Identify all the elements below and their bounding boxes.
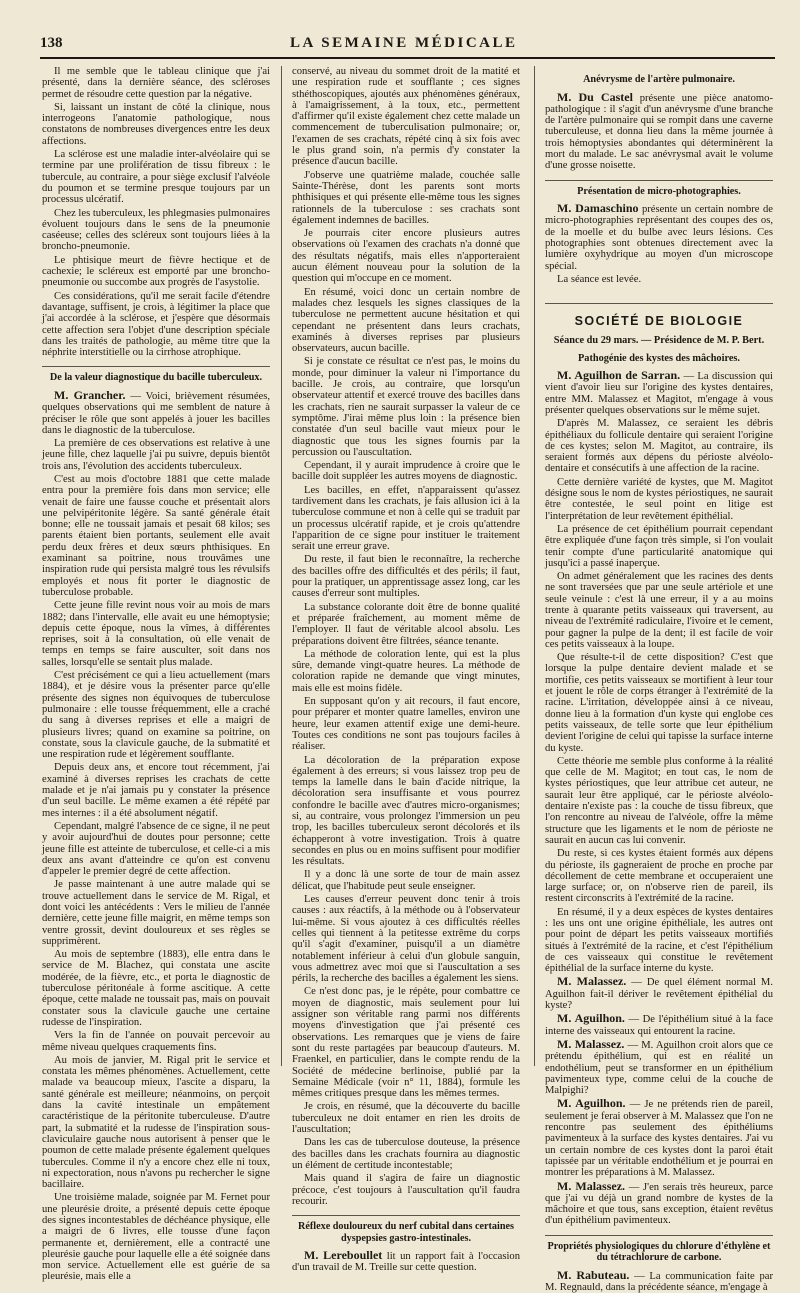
paragraph: On admet généralement que les racines des dents ne sont traversées que par une seule artériole et une seule veinule : c'est là une erreur, il y a au moins trente à quarante petits vaisseaux qui traversent, au niveau de l'extrémité radiculaire, l'ivoire et le cement, pour gagner la pulpe de la dent; il est facile de voir ces petits vaisseaux à la loupe.	[545, 571, 773, 650]
speaker-text: — Voici, brièvement résumées, quelques observations qui me semblent de nature à préciser le rôle que sont appelés à jouer les bacilles dans le diagnostic de la tuberculose.	[42, 390, 270, 436]
speaker-name: M. Rabuteau.	[557, 1267, 630, 1282]
column-1	[42, 66, 270, 1283]
speaker-name: M. Lereboullet	[304, 1248, 383, 1263]
paragraph: Cependant, malgré l'absence de ce signe, il ne peut y avoir aujourd'hui de doutes pour personne; cette jeune fille est atteinte de tuberculose, et celle-ci a mis deux ans avant d'atteindre ce qu'on est convenu d'appeler le premier degré de cette affection.	[42, 820, 270, 878]
paragraph: En supposant qu'on y ait recours, il faut encore, pour préparer et monter quatre lamelles, environ une heure, leur examen attentif exige une demi-heure. Toutes ces conditions ne sont pas toujours faciles à réaliser.	[292, 696, 520, 753]
paragraph: conservé, au niveau du sommet droit de la matité et une respiration rude et soufflante ; ces signes sthéthoscopiques, ajoutés aux phénomènes généraux, à l'amaigrissement, à la toux, etc., permettent d'affirmer qu'il existe également chez cette malade un commencement de tuberculisation pulmonaire; or, l'examen de ses crachats, répété cinq à six fois avec le plus grand soin, n'a permis d'y constater la présence d'aucun bacille.	[292, 66, 520, 168]
paragraph	[545, 370, 773, 416]
paragraph	[42, 387, 270, 436]
speaker-name: M. Aguilhon de Sarran.	[557, 368, 681, 383]
column-2	[292, 66, 520, 1274]
speaker-text: — De l'épithélium situé à la face interne des vaisseaux qui entourent la racine.	[545, 1014, 773, 1037]
paragraph	[545, 1178, 773, 1227]
paragraph: Du reste, il faut bien le reconnaître, la recherche des bacilles offre des difficultés et des périls; il faut, pour la pratiquer, un apprentissage assez long, car les causes d'erreur sont multiples.	[292, 554, 520, 600]
speaker-name: M. Grancher.	[54, 387, 126, 402]
page-header	[40, 32, 775, 54]
paragraph: Du reste, si ces kystes étaient formés aux dépens du périoste, ils gagneraient de proche en proche par décollement de cette membrane et occuperaient une large surface; or, on n'observe rien de pareil, ils restent circonscrits à l'extrémité de la racine.	[545, 848, 773, 905]
speaker-name: M. Malassez.	[557, 1036, 625, 1051]
society-heading: SOCIÉTÉ DE BIOLOGIE	[545, 303, 773, 327]
paragraph: La première de ces observations est relative à une jeune fille, chez laquelle j'ai pu suivre, depuis bientôt trois ans, l'évolution des accidents tuberculeux.	[42, 438, 270, 472]
paragraph	[292, 1250, 520, 1274]
speaker-text: — La communication faite par M. Regnauld, dans la précédente séance, m'engage à	[545, 1270, 773, 1293]
speaker-name: M. Du Castel	[557, 89, 633, 104]
paragraph: Vers la fin de l'année on pouvait percevoir au même niveau quelques craquements fins.	[42, 1030, 270, 1053]
paragraph: Cependant, il y aurait imprudence à croire que le bacille doit suppléer les autres moyens de diagnostic.	[292, 460, 520, 483]
paragraph: La séance est levée.	[557, 273, 642, 285]
speaker-name: M. Aguilhon.	[557, 1011, 625, 1026]
paragraph: Cette dernière variété de kystes, que M. Magitot désigne sous le nom de kystes périostiques, ne saurait être contestée, le seul point en litige est l'interprétation de leur revêtement épithélial.	[545, 476, 773, 522]
header-rule	[40, 57, 775, 59]
section-heading: Pathogénie des kystes des mâchoires.	[578, 352, 740, 364]
paragraph: Si je constate ce résultat ce n'est pas, le moins du monde, pour diminuer la valeur ni l'importance du bacille. Je crois, au contraire, que lorsqu'un observateur attentif et exercé trouve des bacilles dans les crachats, rien ne saurait surpasser la valeur de ce symptôme. J'irai même plus loin : la présence bien constatée d'un seul bacille vaut mieux pour le diagnostic que tous les signes fournis par la percussion ou l'auscultation.	[292, 356, 520, 458]
speaker-text: — La discussion qui vient d'avoir lieu sur l'origine des kystes dentaires, entre MM. Malassez et Magitot, m'engage à vous présenter quelques observations sur le même sujet.	[545, 371, 773, 416]
column-3	[545, 66, 773, 1293]
paragraph: Chez les tuberculeux, les phlegmasies pulmonaires évoluent toujours dans le sens de la pneumonie caséeuse; celles des scléreux sont toujours liées à la broncho-pneumonie.	[42, 207, 270, 253]
speaker-text: présente une pièce anatomo-pathologique : il s'agit d'un anévrysme d'une branche de l'artère pulmonaire qui se rompit dans une caverne tuberculeuse, et donna lieu dans la même journée à trois hémoptysies abondantes qui déterminèrent la mort du malade. Le sac anévrysmal avait le volume d'une grosse noisette.	[545, 92, 773, 172]
session-line: Séance du 29 mars. — Présidence de M. P. Bert.	[553, 335, 765, 347]
paragraph: Une troisième malade, soignée par M. Fernet pour une pleurésie droite, a présenté depuis cette époque des signes incontestables de déchéance physique, elle a maigri de 6 livres, elle tousse d'une façon permanente et, dernièrement, elle a contracté une pleurésie gauche pour laquelle elle a été soignée dans mon service. Actuellement elle est guérie de sa pleurésie, mais elle a	[42, 1192, 270, 1283]
paragraph: En résumé, voici donc un certain nombre de malades chez lesquels les signes classiques de la tuberculose ne permettent aucune hésitation et qui cependant ne présentent dans leurs crachats, examinés à diverses reprises par plusieurs observateurs, aucun bacille.	[292, 286, 520, 355]
paragraph	[545, 976, 773, 1011]
paragraph: Cette théorie me semble plus conforme à la réalité que celle de M. Magitot; en tout cas, le nom de kystes périostiques, que leur attribue cet auteur, ne saurait leur être appliqué, car le périoste alvéolo-dentaire n'existe pas : la couche de tissu fibreux, que l'on rencontre au niveau de l'alvéole, offre la même structure que les ligaments et le nom de périoste ne saurait en aucun cas lui convenir.	[545, 755, 773, 846]
paragraph: C'est précisément ce qui a lieu actuellement (mars 1884), et je désire vous la présenter parce qu'elle présente des signes non équivoques de tuberculose pulmonaire : elle tousse fréquemment, elle a craché du sang à diverses reprises et elle a maigri de plusieurs livres; quand on examine sa poitrine, on constate, sous la clavicule gauche, de la submatité et une respiration rude et légèrement soufflante.	[42, 670, 270, 761]
section-heading: Présentation de micro-photographies.	[545, 180, 773, 198]
paragraph: Les bacilles, en effet, n'apparaissent qu'assez tardivement dans les crachats, je fais allusion ici à la tuberculose commune et non à celle qui se traduit par un processus ulcératif rapide, et je crois qu'attendre l'apparition de ce signe pour instituer le traitement serait une erreur grave.	[292, 484, 520, 553]
column-divider	[281, 66, 282, 1066]
paragraph: Ce n'est donc pas, je le répète, pour combattre ce moyen de diagnostic, mais seulement pour lui assigner son véritable rang parmi nos différents moyens d'investigation que j'ai présenté ces observations. Les remarques que je viens de faire sont du reste partagées par beaucoup d'auteurs. M. Fraenkel, en particulier, dans le compte rendu de la Société de médecine berlinoise, publié par la Semaine Médicale (voir n° 11, 1884), formule les mêmes critiques presque dans les mêmes termes.	[292, 986, 520, 1100]
paragraph: Je passe maintenant à une autre malade qui se trouve actuellement dans le service de M. Rigal, et dont voici les antécédents : Vers le milieu de l'année dernière, cette jeune fille maigrit, en même temps son ventre grossit, devint douloureux et ses règles se supprimèrent.	[42, 879, 270, 947]
speaker-name: M. Damaschino	[557, 201, 639, 216]
paragraph: Depuis deux ans, et encore tout récemment, j'ai examiné à diverses reprises les crachats de cette malade et je n'ai jamais pu y constater la présence d'un seul bacille. Le même examen a été répété par mes internes : il a été absolument négatif.	[42, 762, 270, 819]
journal-title: LA SEMAINE MÉDICALE	[289, 34, 518, 51]
paragraph: Je crois, en résumé, que la découverte du bacille tuberculeux ne doit entamer en rien les droits de l'auscultation;	[292, 1101, 520, 1136]
paragraph	[545, 1267, 773, 1293]
speaker-text: lit un rapport fait à l'occasion d'un travail de M. Treille sur cette question.	[292, 1251, 520, 1274]
paragraph: La présence de cet épithélium pourrait cependant être expliquée d'une façon très simple, si l'on voulait tenir compte d'une particularité anatomique qui jusqu'ici a passé inaperçue.	[545, 523, 773, 569]
paragraph	[545, 203, 773, 272]
section-heading: De la valeur diagnostique du bacille tuberculeux.	[42, 366, 270, 384]
page-number: 138	[40, 34, 63, 51]
paragraph: Mais quand il s'agira de faire un diagnostic précoce, c'est toujours à l'auscultation qu'il faudra recourir.	[292, 1173, 520, 1207]
column-divider	[534, 66, 535, 1066]
paragraph	[545, 1036, 773, 1097]
speaker-text: — De quel élément normal M. Aguilhon fait-il dériver le revêtement épithélial du kyste?	[545, 977, 773, 1012]
paragraph: Au mois de janvier, M. Rigal prit le service et constata les mêmes phénomènes. Actuellement, cette malade va beaucoup mieux, l'ascite a disparu, la santé générale est meilleure; néanmoins, on perçoit dans la cavité intestinale un empâtement caractéristique de la péritonite tuberculeuse. D'autre part, la submatité et la rudesse de l'inspiration sous-claviculaire gauche nous autorisent à penser que le poumon de cette malade présente également quelques tubercules. Comme il n'y a encore chez elle ni toux, ni expectoration, nous n'avons pu rechercher le signe bacillaire.	[42, 1054, 270, 1191]
speaker-text: — Je ne prétends rien de pareil, seulement je ferai observer à M. Malassez que l'on ne rencontre pas seulement des épithéliums pavimenteux à la surface des kystes dentaires. J'ai vu un certain nombre de ces kystes dont la paroi était tapissée par un véritable endothélium et je pourrai en montrer les préparations à M. Malassez.	[545, 1099, 773, 1179]
speaker-name: M. Malassez.	[557, 1178, 626, 1193]
paragraph: C'est au mois d'octobre 1881 que cette malade entra pour la première fois dans mon service; elle venait de faire une fausse couche et présentait alors une pelvipéritonite légère. Sa santé générale était bonne; elle ne toussait jamais et pesait 68 kilos; ses parents étaient bien portants, seulement elle avait perdu deux frères et deux sœurs phthisiques. En examinant sa poitrine, nous trouvâmes une inspiration rude qui persista malgré tous les révulsifs employés et nous fit porter le diagnostic de tuberculose probable.	[42, 474, 270, 598]
speaker-text: — J'en serais très heureux, parce que j'ai vu déjà un grand nombre de kystes de la mâchoire et que tous, sans exception, étaient revêtus d'un épithélium pavimenteux.	[545, 1181, 773, 1227]
paragraph	[545, 89, 773, 172]
speaker-text: présente un certain nombre de micro-photographies représentant des coupes des os, de la moelle et du bulbe avec leurs lésions. Ces photographies sont obtenues directement avec la lumière oxyhydrique au moyen d'un microscope spécial.	[545, 204, 773, 272]
speaker-text: — M. Aguilhon croit alors que ce prétendu épithélium, qui est en réalité un endothélium, peut se transformer en un épithélium pavimenteux type, comme celui de la couche de Malpighi?	[545, 1039, 773, 1097]
section-heading: Anévrysme de l'artère pulmonaire.	[583, 74, 735, 85]
paragraph: Au mois de septembre (1883), elle entra dans le service de M. Blachez, qui constata une ascite modérée, de la fièvre, etc., et porta le diagnostic de tuberculose péritonéale à forme ascitique. A cette époque, cette malade ne toussait pas, mais on pouvait constater sous la clavicule gauche une certaine rudesse de l'inspiration.	[42, 949, 270, 1028]
speaker-name: M. Malassez.	[557, 974, 627, 989]
paragraph: Ces considérations, qu'il me serait facile d'étendre davantage, suffisent, je crois, à légitimer la place que j'ai accordée à la sclérose, et j'espère que désormais cette affection sera l'objet d'une description spéciale dans les traités de pathologie, au même titre que la néphrite interstitielle ou la cirrhose atrophique.	[42, 290, 270, 359]
speaker-name: M. Aguilhon.	[557, 1096, 626, 1111]
paragraph: Que résulte-t-il de cette disposition? C'est que lorsque la pulpe dentaire devient malade et se mortifie, ces petits vaisseaux se mortifient à leur tour et jouent le rôle de corps étranger à l'extrémité de la racine. L'irritation, développée ainsi à ce niveau, donne lieu à la formation d'un kyste qui englobe ces petits vaisseaux, de telle sorte que leur épithélium devient l'origine de celui qui tapisse la surface interne du kyste.	[545, 652, 773, 754]
section-heading: Réflexe douloureux du nerf cubital dans certaines dyspepsies gastro-intestinales.	[292, 1215, 520, 1244]
paragraph: La sclérose est une maladie inter-alvéolaire qui se termine par une prolifération de tissu fibreux : le tubercule, au contraire, a pour siège exclusif l'alvéole du poumon et se termine presque toujours par un processus ulcératif.	[42, 149, 270, 206]
paragraph: En résumé, il y a deux espèces de kystes dentaires : les uns ont une origine épithéliale, les autres ont pour point de départ les petits vaisseaux mortifiés situés à l'extrémité de la racine, et c'est l'épithélium de ces vaisseaux qui constitue le revêtement épithélial de la surface interne du kyste.	[545, 906, 773, 975]
paragraph	[545, 1098, 773, 1178]
paragraph: J'observe une quatrième malade, couchée salle Sainte-Thérèse, dont les parents sont morts phthisiques et qui présente elle-même tous les signes rationnels de la tuberculose : ses crachats sont également indemnes de bacilles.	[292, 169, 520, 226]
paragraph: Les causes d'erreur peuvent donc tenir à trois causes : aux réactifs, à la méthode ou à l'observateur lui-même. Si vous ajoutez à ces difficultés réelles celles qui tiennent à la petitesse extrême du corps qu'il s'agit d'examiner, puisqu'il a un diamètre notablement inférieur à celui d'un globule sanguin, vous admettrez avec moi que si l'auscultation a ses périls, la recherche des bacilles a également les siens.	[292, 894, 520, 985]
paragraph: Je pourrais citer encore plusieurs autres observations où l'examen des crachats n'a donné que des résultats négatifs, mais elles n'apporteraient aucun élément nouveau pour la solution de la question qui m'occupe en ce moment.	[292, 228, 520, 285]
paragraph: La méthode de coloration lente, qui est la plus sûre, demande vingt-quatre heures. La méthode de coloration rapide ne demande que vingt minutes, mais elle est moins fidèle.	[292, 648, 520, 694]
paragraph: La substance colorante doit être de bonne qualité et préparée fraîchement, au moment même de l'employer. Il faut de véritable alcool absolu. Les préparations doivent être filtrées, séance tenante.	[292, 601, 520, 647]
paragraph: Il me semble que le tableau clinique que j'ai présenté, dans la dernière séance, des scléroses permet de résoudre cette question par la négative.	[42, 66, 270, 100]
paragraph	[545, 1013, 773, 1037]
paragraph: Dans les cas de tuberculose douteuse, la présence des bacilles dans les crachats fournira au diagnostic un élément de certitude incontestable;	[292, 1137, 520, 1171]
paragraph: Si, laissant un instant de côté la clinique, nous interrogeons l'anatomie pathologique, nous constatons de nombreuses divergences entre les deux affections.	[42, 101, 270, 147]
paragraph: Cette jeune fille revint nous voir au mois de mars 1882; dans l'intervalle, elle avait eu une hémoptysie; depuis cette époque, nous la vîmes, à différentes reprises, soit à la consultation, où elle venait de temps en temps se faire ausculter, soit dans nos salles, lorsqu'elle se sentait plus malade.	[42, 600, 270, 668]
paragraph: La décoloration de la préparation expose également à des erreurs; si vous laissez trop peu de temps la lamelle dans le bain d'acide nitrique, la décoloration sera insuffisante et vous pourrez confondre le bacille avec d'autres micro-organismes; si, au contraire, vous prolongez l'immersion un peu trop, les bacilles tuberculeux seront décolorés et ils échapperont à votre investigation. Trois à quatre secondes en plus ou en moins suffisent pour modifier les résultats.	[292, 754, 520, 868]
section-heading: Propriétés physiologiques du chlorure d'éthylène et du tétrachlorure de carbone.	[545, 1235, 773, 1264]
paragraph: Le phtisique meurt de fièvre hectique et de cachexie; le scléreux est emporté par une broncho-pneumonie ou succombe aux progrès de l'asystolie.	[42, 254, 270, 289]
paragraph: D'après M. Malassez, ce seraient les débris épithéliaux du follicule dentaire qui seraient l'origine de ces kystes; selon M. Magitot, au contraire, ils seraient formés aux dépens du périoste alvéolo-dentaire et consécutifs à une affection de la racine.	[545, 418, 773, 475]
paragraph: Il y a donc là une sorte de tour de main assez délicat, que l'habitude peut seule enseigner.	[292, 869, 520, 892]
